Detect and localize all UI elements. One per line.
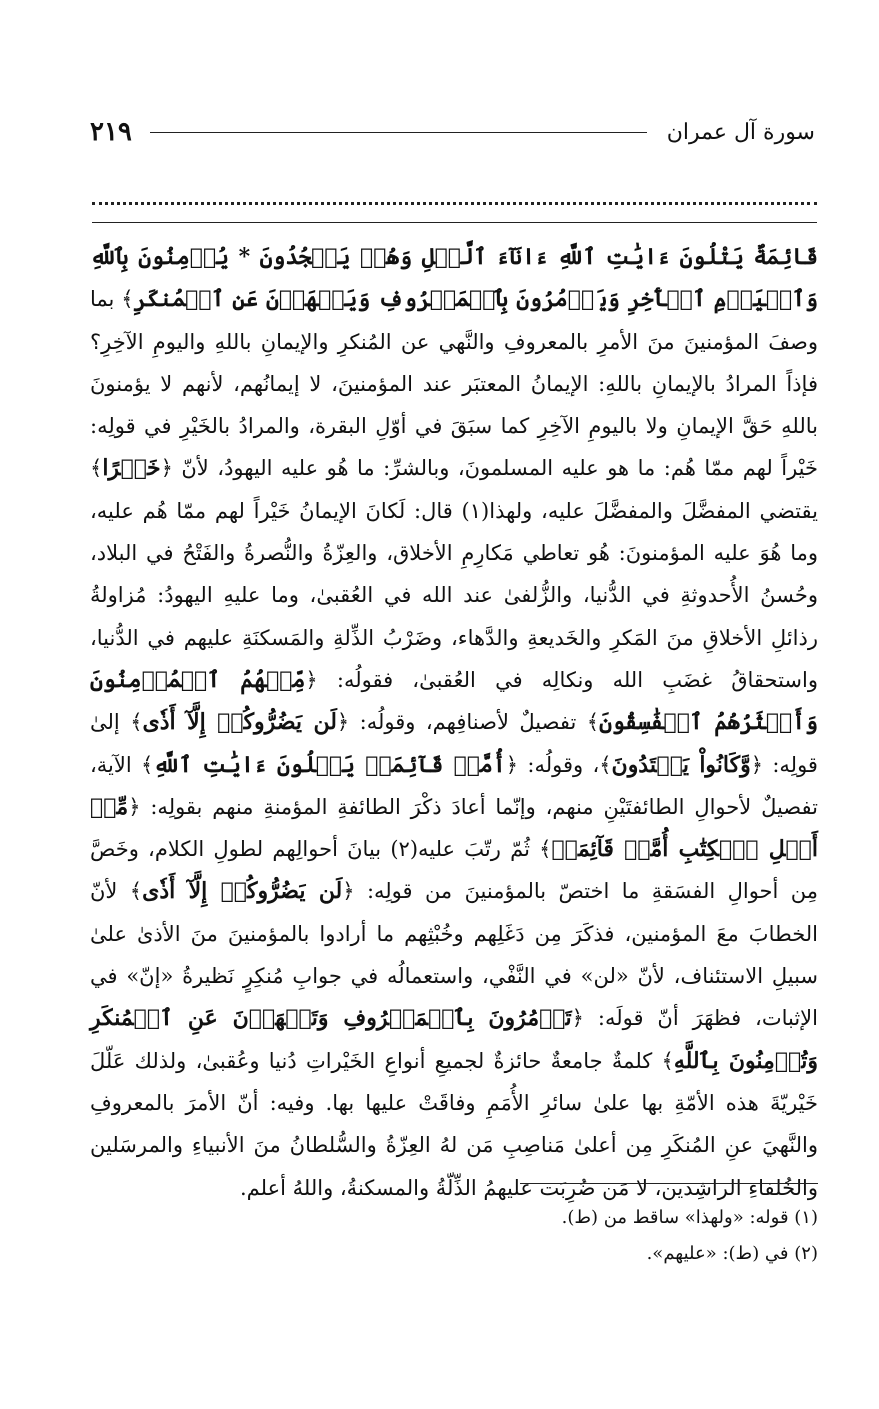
header-rule: [150, 132, 647, 133]
body-run: ﴾ يقتضي المفضَّلَ والمفضَّلَ عليه، ولهذا(١) قال: لَكانَ الإيمانُ خَيْراً لهم ممّا هُم عليه، وما هُوَ عليه المؤمنونَ: هُو تعاطي مَكارِمِ الأخلاق، والعِزّةُ والنُّصرةُ والفَتْحُ في البلاد، وحُسنُ الأُحدوثةِ في الدُّنيا، والزُّلفىٰ عند الله في العُقبىٰ، وما عليهِ اليهودُ: مُزاولةُ رذائلِ الأخلاقِ منَ المَكرِ والخَديعةِ والدَّهاء، وضَرْبُ الذِّلةِ والمَسكنَةِ عليهم في الدُّنيا، واستحقاقُ غضَبِ الله ونكالِه في العُقبىٰ، فقولُه: ﴿: [90, 456, 818, 692]
dotted-separator: [92, 186, 817, 205]
body-run: ﴾ بما وصفَ المؤمنينَ منَ الأمرِ بالمعروفِ والنَّهي عن المُنكرِ والإيمانِ باللهِ واليومِ الآخِرِ؟ فإذاً المرادُ بالإيمانِ باللهِ: الإيمانُ المعتبَر عند المؤمنينَ، لا إيمانُهم، لأنهم لا يؤمنونَ باللهِ حَقَّ الإيمانِ ولا باليومِ الآخِرِ كما سبَقَ في أوّلِ البقرة، والمرادُ بالخَيْرِ في قولِه: خَيْراً لهم ممّا هُم: ما هو عليه المسلمونَ، وبالشرِّ: ما هُو عليه اليهودُ، لأنّ ﴿: [90, 287, 818, 481]
page-number: ٢١٩: [90, 117, 132, 147]
running-title: سورة آل عمران: [666, 119, 815, 145]
quran-quote: خَيۡرًا: [102, 455, 161, 482]
quran-quote: تَأۡمُرُونَ بِٱلۡمَعۡرُوفِ وَتَنۡهَوۡنَ عَنِ ٱلۡمُنكَرِ وَتُؤۡمِنُونَ بِٱللَّهِ: [90, 1005, 818, 1074]
page-header: [90, 112, 815, 152]
quran-quote: مِّنۡهُمُ ٱلۡمُؤۡمِنُونَ وَأَكۡثَرُهُمُ ٱلۡفَٰسِقُونَ: [90, 666, 819, 736]
body-run: ﴾ كلمةٌ جامعةٌ حائزةٌ لجميعِ أنواعِ الخَيْراتِ دُنيا وعُقبىٰ، ولذلك عَلّلَ خَيْريّةَ هذه الأمّةِ بها علىٰ سائرِ الأُمَمِ وفاقَتْ عليها بها. وفيه: أنّ الأمرَ بالمعروفِ والنَّهيَ عنِ المُنكَرِ مِن أعلىٰ مَناصِبِ مَن لهُ العِزّةُ والسُّلطانُ منَ الأنبياءِ والمرسَلين والخُلفاءِ الراشِدين، لا مَن ضُرِبَت عليهمُ الذِّلّةُ والمسكنةُ، واللهُ أعلم.: [90, 1048, 818, 1200]
quran-quote: وَّكَانُواْ يَعۡتَدُونَ: [611, 751, 751, 778]
quran-quote: قَائِمَةٌ يَتْلُونَ ءَايَٰتِ ٱللَّهِ ءَانَآءَ ٱلَّيۡلِ وَهُمۡ يَسۡجُدُونَ * يُؤۡمِنُونَ بِٱللَّهِ وَٱلۡيَوۡمِ ٱلۡأٓخِرِ وَيَأۡمُرُونَ بِٱلۡمَعۡرُوفِ وَيَنۡهَوۡنَ عَنِ ٱلۡمُنكَرِ: [90, 244, 818, 313]
body-run: ﴾ الآية، تفصيلٌ لأحوالِ الطائفتَيْنِ منهم، وإنّما أعادَ ذكْرَ الطائفةِ المؤمنةِ منهم بقولِه: ﴿: [90, 752, 818, 819]
quran-quote: لَن يَضُرُّوكُمۡ إِلَّآ أَذٗى: [142, 878, 343, 905]
footnote-rule: [520, 1183, 818, 1184]
body-run: ﴾ تفصيلٌ لأصنافِهم، وقولُه: ﴿: [336, 710, 600, 735]
top-rule: [92, 222, 817, 223]
main-text: [90, 236, 818, 1209]
footnote-1: (١) قوله: «ولهذا» ساقط من (ط).: [561, 1207, 818, 1228]
body-run: ﴾ لأنّ الخطابَ معَ المؤمنين، فذكَرَ مِن دَغَلِهم وخُبْثِهم ما أرادوا بالمؤمنينَ منَ الأذىٰ علىٰ سبيلِ الاستئناف، لأنّ «لن» في النَّفْي، واستعمالُه في جوابِ مُنكِرٍ نَظيرةُ «إنّ» في الإثبات، فظهَرَ أنّ قولَه: ﴿: [90, 879, 818, 1031]
quran-quote: لَن يَضُرُّوكُمۡ إِلَّآ أَذٗى: [142, 709, 337, 736]
body-run: ﴾ ثُمّ رتّبَ عليه(٢) بيانَ أحوالِهم لطولِ الكلام، وخَصَّ مِن أحوالِ الفسَقةِ ما اختصّ بالمؤمنينَ من قولِه: ﴿: [90, 837, 818, 904]
body-run: ﴾، وقولُه: ﴿: [505, 752, 612, 777]
quran-quote: أُمَّةٞ قَآئِمَةٞ يَتۡلُونَ ءَايَٰتِ ٱللَّهِ: [153, 751, 506, 778]
body-run: ﴾ إلىٰ قولِه: ﴿: [90, 710, 818, 777]
quran-quote: مِّنۡ أَهۡلِ ٱلۡكِتَٰبِ أُمَّةٞ قَآئِمَةٞ: [90, 793, 818, 863]
body-paragraph: [90, 236, 818, 1209]
footnotes: [90, 1200, 818, 1272]
footnote-2: (٢) في (ط): «عليهم».: [646, 1243, 818, 1264]
